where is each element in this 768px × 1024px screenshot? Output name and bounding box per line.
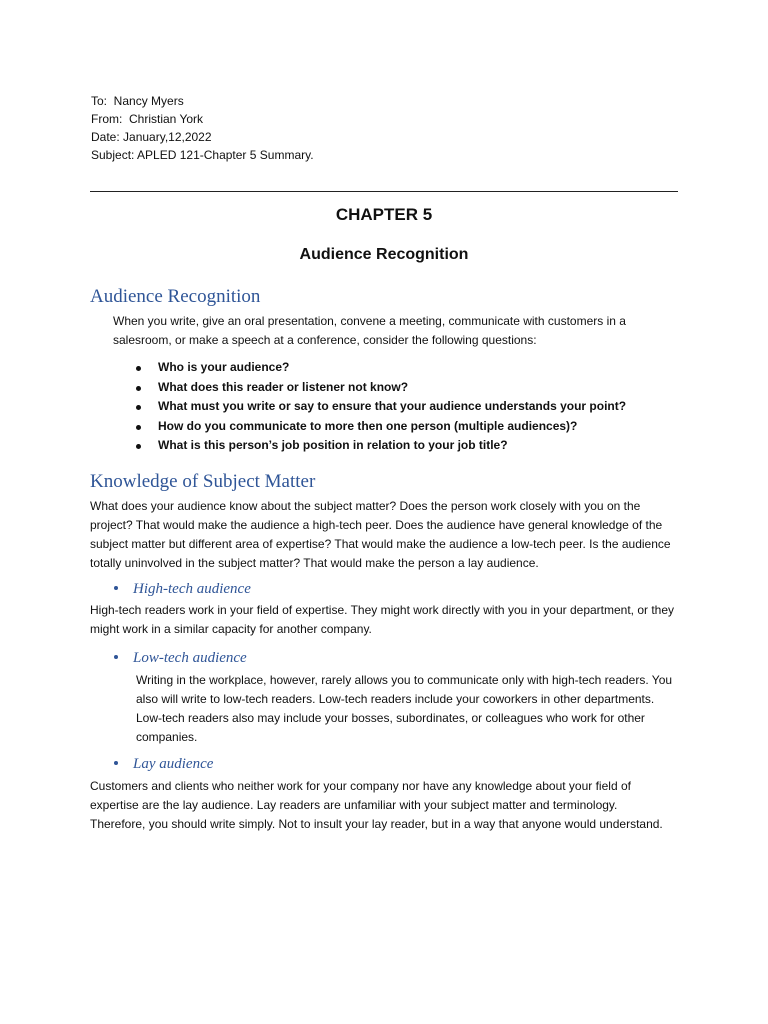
subheading-label: High-tech audience [133, 581, 251, 597]
bullet-icon [136, 405, 141, 410]
chapter-title: Audience Recognition [299, 246, 469, 263]
bullet-icon [114, 655, 118, 659]
high-tech-paragraph: High-tech readers work in your field of expertise. They might work directly with you in your department, or they might work in a similar capacity for another company. [90, 603, 675, 636]
question-text: What is this person’s job position in relation to your job title? [158, 438, 508, 452]
lay-audience-paragraph: Customers and clients who neither work for your company nor have any knowledge about your field of expertise are the lay audience. Lay readers are unfamiliar with your subject matter and terminology. Therefore, you should write simply. Not to insult your lay reader, but in a way that anyone would understand. [90, 779, 663, 831]
subheading-lay-audience [114, 756, 213, 773]
section-heading-knowledge-of-subject-matter: Knowledge of Subject Matter [90, 471, 316, 492]
chapter-number: CHAPTER 5 [335, 205, 433, 224]
memo-subject: Subject: APLED 121-Chapter 5 Summary. [91, 148, 314, 162]
subheading-low-tech-audience [114, 650, 247, 667]
subheading-label: Lay audience [133, 756, 214, 772]
section2-intro-paragraph: What does your audience know about the subject matter? Does the person work closely with you on the project? That would make the audience a high-tech peer. Does the audience have general knowledge of the subject matter but different area of expertise? That would make the audience a low-tech peer. Is the audience totally uninvolved in the subject matter? That would make the person a lay audience. [90, 499, 671, 570]
bullet-icon [136, 425, 141, 430]
list-item [136, 378, 626, 398]
question-text: How do you communicate to more then one person (multiple audiences)? [158, 418, 578, 433]
question-text: Who is your audience? [158, 360, 290, 374]
low-tech-paragraph: Writing in the workplace, however, rarely allows you to communicate only with high-tech readers. You also will write to low-tech readers. Low-tech readers include your coworkers in other departments. Low-tech readers also may include your bosses, subordinates, or colleagues who work for other companies. [136, 673, 673, 744]
subheading-high-tech-audience [114, 581, 251, 598]
subheading-label: Low-tech audience [133, 650, 247, 666]
memo-date: Date: January,12,2022 [91, 130, 212, 144]
bullet-icon [114, 761, 118, 765]
memo-header [91, 92, 314, 164]
list-item [136, 436, 626, 456]
list-item [136, 397, 626, 417]
memo-to: To: Nancy Myers [91, 94, 184, 108]
bullet-icon [136, 366, 141, 371]
questions-list [136, 358, 626, 456]
list-item [136, 417, 626, 437]
question-text: What must you write or say to ensure that your audience understands your point? [158, 399, 627, 413]
bullet-icon [114, 586, 118, 590]
bullet-icon [136, 444, 141, 449]
bullet-icon [136, 386, 141, 391]
section-heading-audience-recognition: Audience Recognition [90, 286, 261, 307]
question-text: What does this reader or listener not know? [158, 379, 409, 394]
horizontal-divider [90, 191, 678, 192]
section1-intro-paragraph: When you write, give an oral presentation, convene a meeting, communicate with customers in a salesroom, or make a speech at a conference, consider the following questions: [113, 314, 626, 347]
list-item [136, 358, 626, 378]
memo-from: From: Christian York [91, 112, 204, 126]
